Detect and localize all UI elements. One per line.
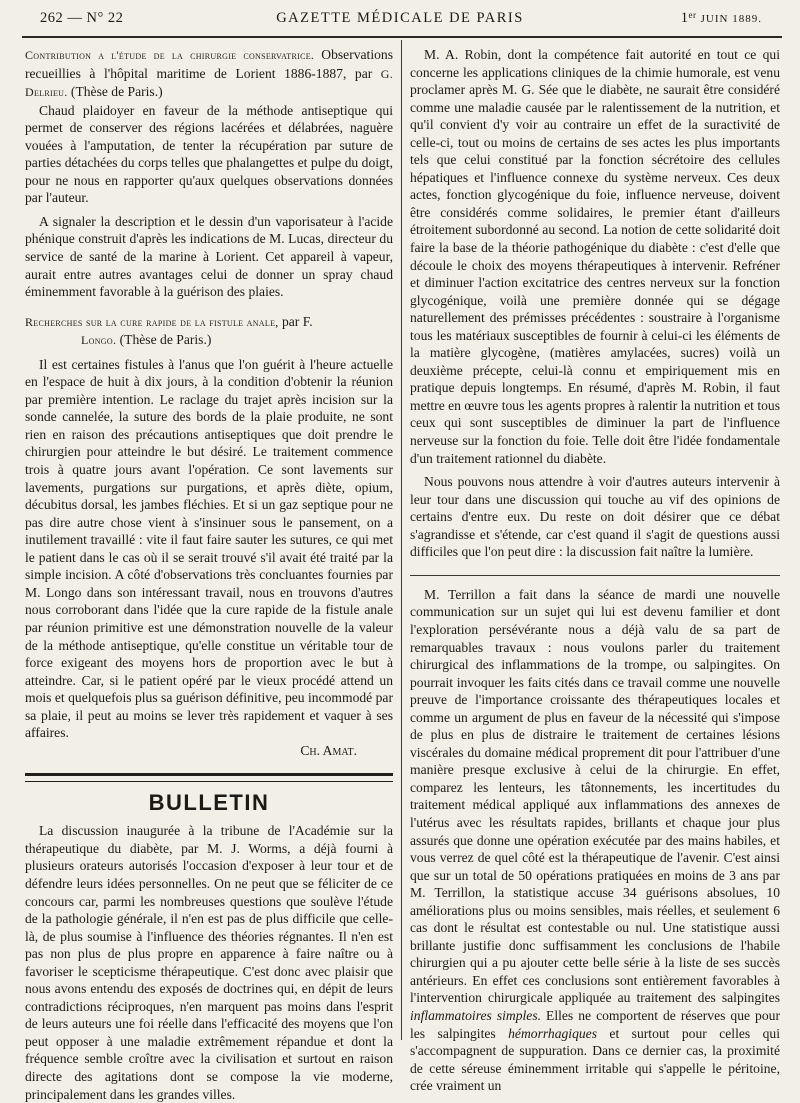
article1-paragraph-2: A signaler la description et le dessin d'un vaporisateur à l'acide phénique construit d'après les indications de M. Lucas, directeur du service de santé de la marine à Lorient. Cet appareil à vapeur, aurait entre autres avantages celui de donner un spray chaud éminemment favorable à la guérison des plaies. bbox=[25, 213, 393, 300]
right-paragraph-3-mid: Elles ne comportent de réserves que pour les salpingites bbox=[410, 1007, 780, 1041]
issue-date bbox=[681, 10, 762, 27]
page-number: 262 — N° 22 bbox=[40, 10, 124, 26]
article2-author: Longo. bbox=[81, 333, 117, 348]
section-rule bbox=[410, 575, 780, 576]
date-month: JUIN 1889. bbox=[700, 13, 762, 25]
bulletin-title: BULLETIN bbox=[148, 790, 270, 816]
article1-heading-rest: Observations recueillies à l'hôpital maritime de Lorient 1886-1887, par bbox=[25, 47, 393, 81]
journal-title: GAZETTE MÉDICALE DE PARIS bbox=[276, 10, 524, 26]
column-divider bbox=[401, 40, 402, 1040]
right-paragraph-3-main: M. Terrillon a fait dans la séance de mardi une nouvelle communication sur un sujet qui lui est devenu familier et dont l'exploration persévérante nous a déjà valu de sa part de remarquables travaux : nous voulons parler du traitement chirurgical des inflammations de la trompe, ou salpingites. On pourrait invoquer les faits cités dans ce travail comme une nouvelle preuve de l'importance croissante des thérapeutiques locales et comme un argument de plus en faveur de la nécessité qui s'impose de plus en plus de distraire le traitement de certaines lésions viscérales du domaine médical proprement dit pour l'attribuer d'une manière presque exclusive à celui de la chirurgie. En effet, comparez les lenteurs, les tâtonnements, les incertitudes du traitement médical appliqué aux inflammations des annexes de l'utérus avec les résultats rapides, brillants et chaque jour plus assurés que donne une opération exécutée par des mains habiles, et vous verrez de quel côté est la thérapeutique de l'avenir. C'est ainsi que sur un total de 50 opérations pratiquées en moins de 3 ans par M. Terrillon, la statistique accuse 34 guérisons absolues, 10 améliorations plus ou moins sensibles, mais réelles, et seulement 6 cas dont le résultat est contestable ou nul. Une statistique aussi brillante justifie donc suffisamment les conclusions de l'habile chirurgien qui a pu ajouter cette belle série à la liste de ses succès antérieurs. En effet ces conclusions sont entièrement favorables à l'intervention chirurgicale appliquée au traitement des salpingites bbox=[410, 586, 780, 1006]
article2-paragraph-1: Il est certaines fistules à l'anus que l'on guérit à l'heure actuelle en l'espace de huit à dix jours, à la condition d'obtenir la réunion par première intention. Le raclage du trajet après incision sur la sonde cannelée, la suture des bords de la plaie produite, ne sont rien en raison des précautions antiseptiques que doit prendre le chirurgien pour atteindre le but désiré. Le traitement commence trois à quatre jours avant l'opération. Ce sont lavements sur lavements, purgations sur purgations, et après diète, opium, décubitus dorsal, les jambes fléchies. Et si un gaz septique pour ne pas dire autre chose vient à s'insinuer sous le pansement, on a inutilement travaillé : vite il faut faire sauter les sutures, ce qui met le patient dans le cas où il se serait trouvé s'il avait été traité par la simple incision. A côté d'observations très concluantes fournies par M. Longo dans son intéressant travail, nous en trouvons d'autres nous corroborant dans l'idée que la cure rapide de la fistule anale par réunion primitive est une démonstration nouvelle de la valeur de la méthode antiseptique, qu'elle constitue un véritable tour de force exigeant des moyens hors de proportion avec le but à atteindre. Car, si le patient opéré par le vieux procédé attend un mois et quelquefois plus sa guérison définitive, peu incommodé par sa plaie, il peut au moins se lever très rapidement et vaquer à ses affaires. bbox=[25, 356, 393, 741]
article1-heading bbox=[25, 46, 393, 102]
right-paragraph-1: M. A. Robin, dont la compétence fait autorité en tout ce qui concerne les applications cliniques de la chimie humorale, est venu proclamer après M. G. Sée que le diabète, ne saurait être considéré comme une maladie causée par le ralentissement de la nutrition, et qu'il convient d'y voir au contraire un effet de la suractivité de celle-ci, tout ou moins de certains de ses actes les plus importants tels que celui constitué par la fonction sécrétoire des cellules hépatiques et l'influence connexe du système nerveux. Ces deux actes, fonction glycogénique du foie, influence nerveuse, doivent être considérés comme solidaires, le premier étant d'ailleurs étroitement subordonné au second. La notion de cette solidarité doit faire la base de la théorie pathogénique du diabète : c'est d'elle que découle le choix des moyens thérapeutiques à intervenir. Refréner et diminuer l'action excitatrice des centres nerveux sur la fonction glycogénique, voilà une première donnée qui se dégage naturellement des prémisses précédentes : soustraire à l'organisme tous les matériaux susceptibles de fournir à celui-ci les éléments de la matière glycogène, (matières amylacées, sucres) voilà un deuxième précepte, celui-là connu et empiriquement mis en pratique depuis longtemps. En résumé, d'après M. Robin, il faut mettre en œuvre tous les agents propres à ralentir la nutrition et tous ceux qui sont susceptibles de diminuer la part de l'influence nerveuse sur la fonction du foie. Telle doit être l'idée fondamentale d'un traitement rationnel du diabète. bbox=[410, 47, 780, 466]
right-paragraph-3-italic-2: hémorrhagiques bbox=[508, 1025, 597, 1041]
bulletin-separator bbox=[25, 773, 393, 782]
bulletin-paragraph-1: La discussion inaugurée à la tribune de l'Académie sur la thérapeutique du diabète, par M. J. Worms, a déjà fourni à plusieurs orateurs autorisés l'occasion d'exposer à leur tour et de défendre leurs idées personnelles. On ne peut que se féliciter de ce concours car, parmi les nombreuses questions que soulève l'étude de la pathologie générale, il n'en est pas de plus difficile que celle-là, de plus soumise à l'influence des théories régnantes. Il n'en est pas non plus de plus propre en apparence à faire naître ou à favoriser le scepticisme thérapeutique. C'est donc avec plaisir que nous avons entendu des exposés de doctrines qui, en dépit de leurs contradictions réciproques, n'en marquent pas moins dans l'esprit de leurs auteurs une foi réelle dans l'efficacité des moyens que l'on peut opposer à une maladie extrêmement répandue et dont la fréquence semble croître avec la civilisation et surtout en raison directe des agitations dont se compose la vie moderne, principalement dans les grandes villes. bbox=[25, 823, 393, 1102]
page-header bbox=[18, 8, 782, 28]
article1-source: (Thèse de Paris.) bbox=[67, 84, 163, 100]
right-paragraph-3-italic-1: inflammatoires simples. bbox=[410, 1007, 542, 1023]
right-paragraph-2: Nous pouvons nous attendre à voir d'autres auteurs intervenir à leur tour dans une discussion qui touche au vif des opinions de certains d'entre eux. Du reste on doit désirer que ce débat s'agrandisse et s'étende, car c'est quand il s'agit de questions aussi difficiles que l'on peut dire : la discussion fait naître la lumière. bbox=[410, 474, 780, 560]
article1-paragraph-1: Chaud plaidoyer en faveur de la méthode antiseptique qui permet de conserver des régions lacérées et délabrées, naguère vouées à l'amputation, de tenter la récupération par suture de parties détachées du corps telles que phalangettes et pulpe du doigt, pour ne nous en rapporter qu'aux quelques observations données par l'auteur. bbox=[25, 102, 393, 206]
article1-author: G. Delrieu. bbox=[25, 66, 393, 100]
left-column bbox=[25, 46, 393, 1103]
article2-heading bbox=[25, 313, 393, 350]
article2-signature: Ch. Amat. bbox=[300, 742, 357, 758]
article2-heading-caps: Recherches sur la cure rapide de la fistule anale, bbox=[25, 314, 279, 329]
header-rule bbox=[22, 36, 782, 38]
right-paragraph-3-end: et surtout pour celles qui s'accompagnent de suppuration. Dans ce dernier cas, la proximité de cette séreuse éminemment irritable qui s'appelle le péritoine, crée vraiment un bbox=[410, 1025, 780, 1094]
right-column bbox=[410, 46, 780, 1095]
date-day: 1 bbox=[680, 10, 689, 26]
article2-source: (Thèse de Paris.) bbox=[116, 332, 212, 348]
article1-heading-caps: Contribution a l'étude de la chirurgie conservatrice. bbox=[25, 48, 315, 62]
right-paragraph-3 bbox=[410, 586, 780, 1095]
date-sup: er bbox=[688, 10, 697, 20]
article2-heading-rest: par F. bbox=[278, 313, 313, 329]
